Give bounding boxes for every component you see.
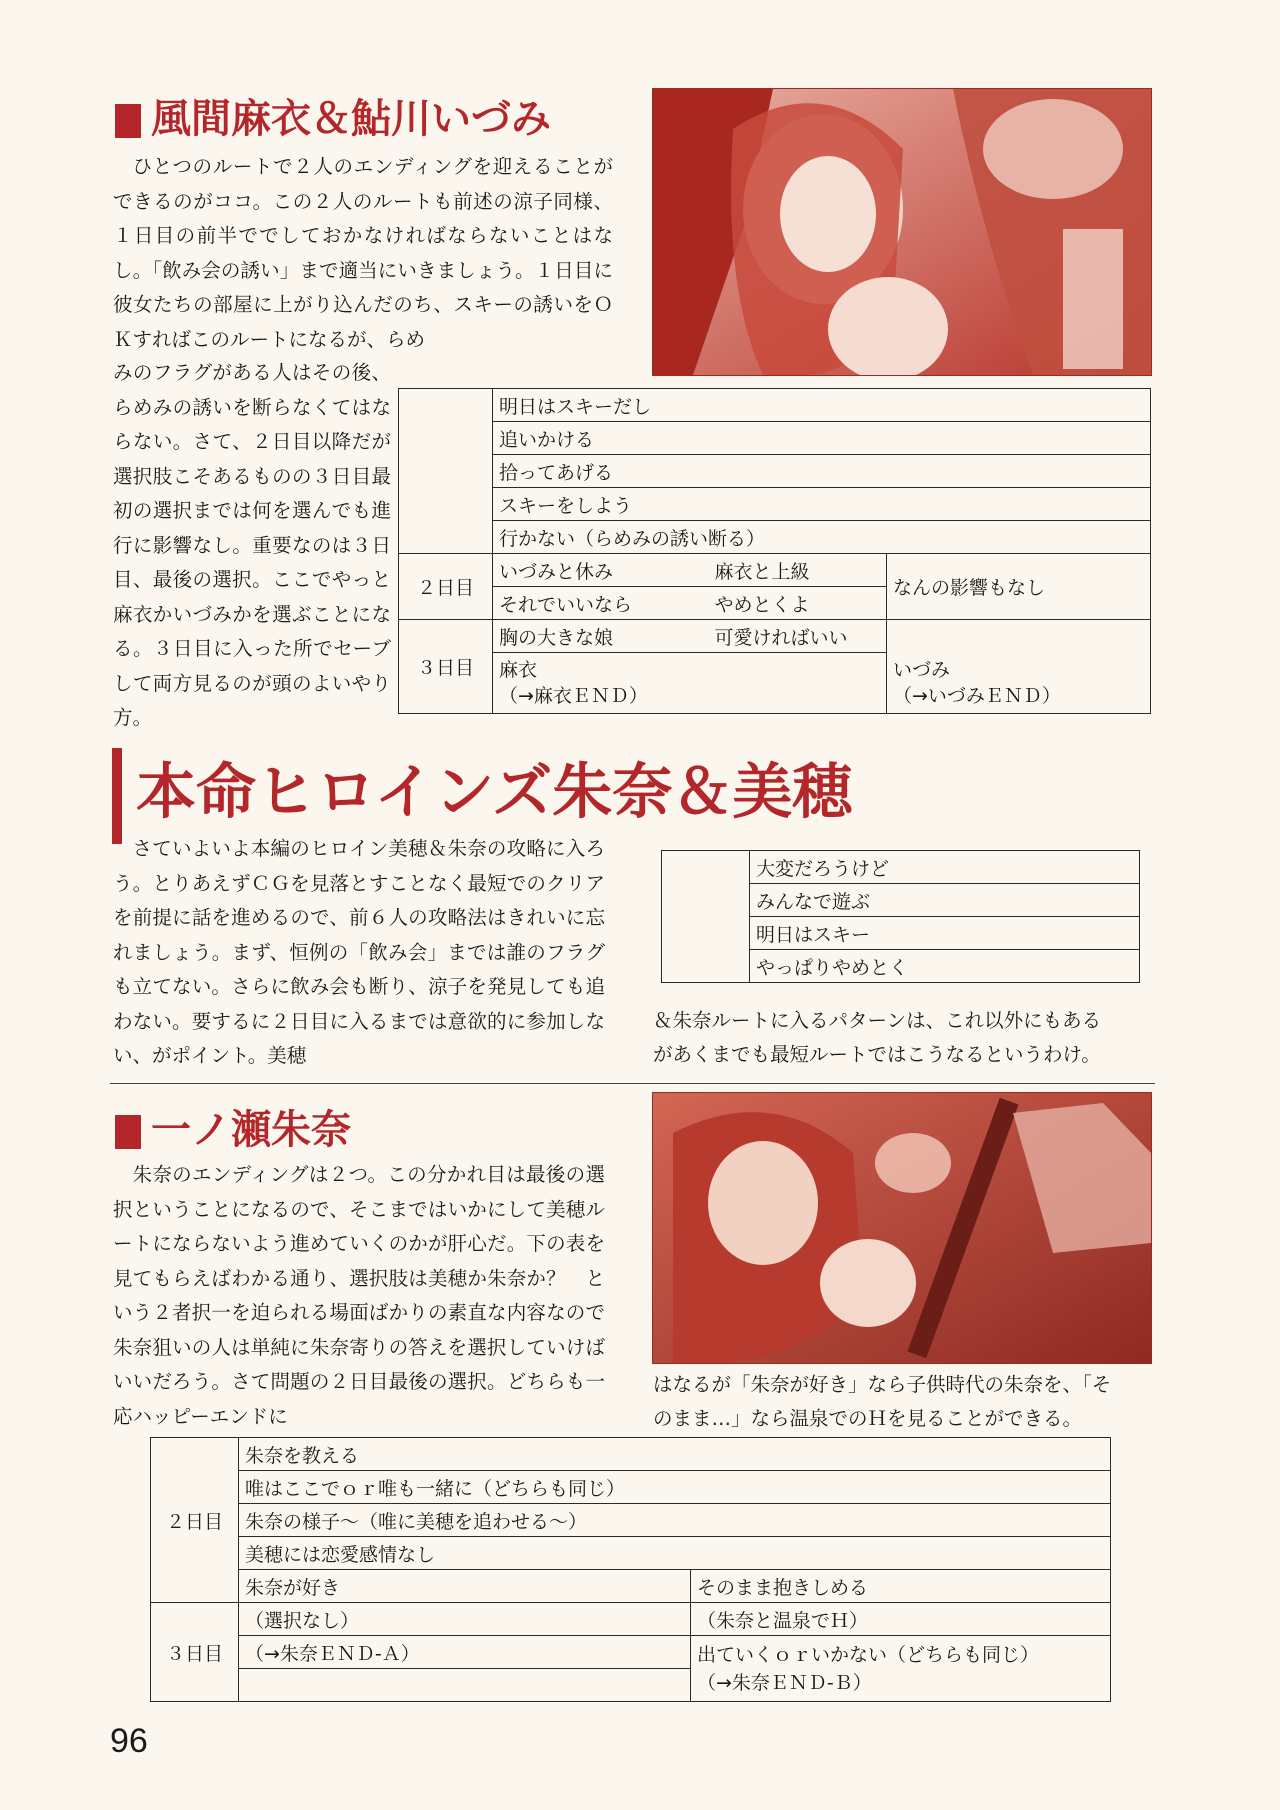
choice-cell: 拾ってあげる	[493, 455, 1151, 488]
ending-cell	[493, 653, 887, 714]
choice-cell: 朱奈が好き	[239, 1570, 691, 1603]
choice-cell: 追いかける	[493, 422, 1151, 455]
heading-text: 風間麻衣＆鮎川いづみ	[151, 96, 551, 142]
choice-cell: 朱奈を教える	[239, 1438, 1111, 1471]
table-row	[399, 521, 1151, 554]
paragraph-side: みのフラグがある人はその後、らめみの誘いを断らなくてはならない。さて、２日目以降だが選択肢こそあるものの３日目最初の選択までは何を選んでも進行に影響なし。重要なのは３日目、最後の選択。ここでやっと麻衣かいづみかを選ぶことになる。３日目に入った所でセーブして両方見るのが頭のよいやり方。	[113, 361, 391, 729]
paragraph-tail: はなるが「朱奈が好き」なら子供時代の朱奈を、「そ	[653, 1373, 1112, 1396]
section-heading-kazama-ayukawa	[115, 92, 551, 146]
illustration-ichinose	[652, 1092, 1152, 1364]
paragraph-ichinose: 朱奈のエンディングは２つ。この分かれ目は最後の選択ということになるので、そこまではいかにして美穂ルートにならないよう進めていくのかが肝心だ。下の表を見てもらえばわかる通り、選択肢は美穂か朱奈か？ という２者択一を迫られる場面ばかりの素直な内容なので朱奈狙いの人は単純に朱奈寄りの答えを選択していけばいいだろう。さて問題の２日目最後の選択。どちらも一応ハッピーエンドに	[113, 1163, 605, 1428]
table-row	[662, 851, 1140, 884]
choice-cell: 美穂には恋愛感情なし	[239, 1537, 1111, 1570]
ending-result: （→麻衣ＥＮＤ）	[499, 685, 648, 707]
day-label: ２日目	[151, 1438, 239, 1603]
table-row	[399, 389, 1151, 422]
choice-cell: そのまま抱きしめる	[691, 1570, 1111, 1603]
choice-cell: 明日はスキー	[750, 917, 1140, 950]
section-heading-ichinose	[115, 1103, 351, 1157]
choice-cell: やめとくよ	[709, 587, 887, 620]
note-cell: なんの影響もなし	[887, 554, 1151, 620]
table-row	[151, 1504, 1111, 1537]
ending-label: いづみ	[893, 658, 951, 681]
choice-cell: 可愛ければいい	[709, 620, 887, 653]
choice-table-ichinose	[150, 1437, 1111, 1702]
choice-table-kazama-ayukawa	[398, 388, 1151, 714]
paragraph-tail: のまま…」なら温泉でのＨを見ることができる。	[653, 1407, 1083, 1430]
section-heading-main-heroines	[112, 748, 852, 844]
choice-cell: 胸の大きな娘	[493, 620, 709, 653]
illustration-art	[653, 89, 1151, 375]
heading-marker	[115, 104, 141, 138]
table-row	[151, 1636, 1111, 1669]
paragraph-tail: ＆朱奈ルートに入るパターンは、これ以外にもある	[653, 1009, 1102, 1032]
choice-text: 出ていくｏｒいかない（どちらも同じ）	[697, 1643, 1040, 1666]
choice-cell: 唯はここでｏｒ唯も一緒に（どちらも同じ）	[239, 1471, 1111, 1504]
choice-cell: （→朱奈ＥＮＤ-Ａ）	[239, 1636, 691, 1669]
ending-result: （→いづみＥＮＤ）	[893, 684, 1061, 707]
illustration-art	[653, 1093, 1151, 1363]
choice-cell: 明日はスキーだし	[493, 389, 1151, 422]
choice-cell: それでいいなら	[493, 587, 709, 620]
choice-cell: （朱奈と温泉でＨ）	[691, 1603, 1111, 1636]
table-row	[399, 653, 1151, 714]
table-row	[399, 455, 1151, 488]
ending-cell	[887, 653, 1151, 714]
table-row	[399, 554, 1151, 587]
paragraph-main-heroines: さていよいよ本編のヒロイン美穂＆朱奈の攻略に入ろう。とりあえずＣＧを見落とすことなく最短でのクリアを前提に話を進めるので、前６人の攻略法はきれいに忘れましょう。まず、恒例の「飲み会」までは誰のフラグも立てない。さらに飲み会も断り、涼子を発見しても追わない。要するに２日目に入るまでは意欲的に参加しない、がポイント。美穂	[113, 837, 605, 1067]
choice-cell: みんなで遊ぶ	[750, 884, 1140, 917]
choice-table-main-heroines	[661, 850, 1140, 983]
choice-cell: 行かない（らめみの誘い断る）	[493, 521, 1151, 554]
paragraph-top: ひとつのルートで２人のエンディングを迎えることができるのがココ。この２人のルートも前述の涼子同様、１日目の前半ででしておかなければならないことはなし。「飲み会の誘い」まで適当にいきましょう。１日目に彼女たちの部屋に上がり込んだのち、スキーの誘いをＯＫすればこのルートになるが、らめ	[113, 155, 613, 351]
ending-label: 麻衣	[499, 659, 538, 681]
choice-cell: 麻衣と上級	[709, 554, 887, 587]
choice-cell: 朱奈の様子〜（唯に美穂を追わせる〜）	[239, 1504, 1111, 1537]
ending-result: （→朱奈ＥＮＤ-Ｂ）	[697, 1671, 872, 1694]
table-row	[399, 620, 1151, 653]
day-label: ３日目	[399, 620, 493, 714]
table-row	[151, 1537, 1111, 1570]
choice-cell: （選択なし）	[239, 1603, 691, 1636]
table-row	[151, 1438, 1111, 1471]
page-number: 96	[110, 1722, 148, 1760]
choice-cell: スキーをしよう	[493, 488, 1151, 521]
choice-cell	[691, 1636, 1111, 1702]
heading-text: 一ノ瀬朱奈	[151, 1107, 351, 1153]
illustration-kazama-ayukawa	[652, 88, 1152, 376]
heading-marker	[112, 748, 122, 844]
paragraph-tail: があくまでも最短ルートではこうなるというわけ。	[653, 1043, 1101, 1066]
heading-text: 本命ヒロインズ朱奈＆美穂	[136, 757, 853, 828]
choice-cell: やっぱりやめとく	[750, 950, 1140, 983]
choice-cell: 大変だろうけど	[750, 851, 1140, 884]
day-label: ３日目	[151, 1603, 239, 1702]
table-row	[151, 1570, 1111, 1603]
choice-cell: いづみと休み	[493, 554, 709, 587]
table-row	[151, 1603, 1111, 1636]
table-row	[151, 1471, 1111, 1504]
table-row	[399, 488, 1151, 521]
day-label: ２日目	[399, 554, 493, 620]
section-divider	[110, 1083, 1155, 1084]
heading-marker	[115, 1115, 141, 1149]
table-row	[399, 422, 1151, 455]
